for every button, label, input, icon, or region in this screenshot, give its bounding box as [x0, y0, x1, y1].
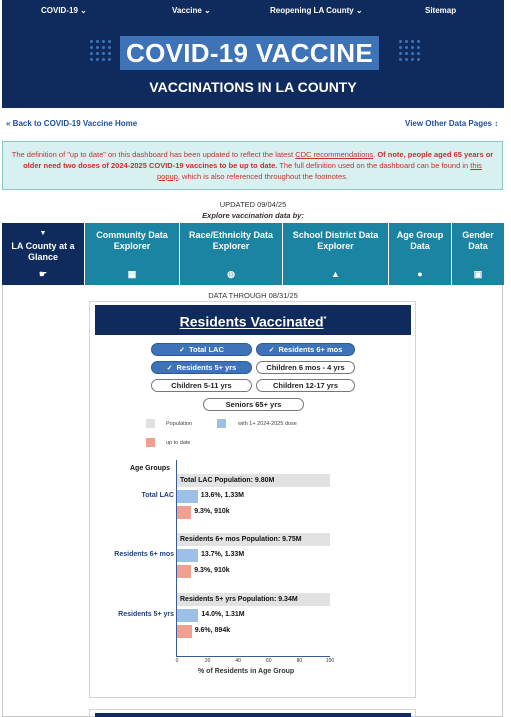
explorer-tabs: [2, 223, 504, 285]
tab-age-group-data[interactable]: [389, 223, 452, 285]
nav-reopening[interactable]: Reopening LA County ⌄: [270, 6, 363, 15]
filter-label: Residents 5+ yrs: [176, 363, 237, 372]
dose-bar: [177, 490, 198, 503]
filter-label: Residents 6+ mos: [278, 345, 343, 354]
legend-swatch-up-to-date: [146, 438, 155, 447]
check-circle-icon: ✓: [166, 365, 173, 372]
notice-text: .: [373, 150, 378, 159]
y-tick-label: Total LAC: [141, 492, 174, 499]
x-tick-label: 20: [204, 658, 211, 664]
top-navigation: [2, 0, 504, 22]
tab-race-ethnicity-explorer[interactable]: [180, 223, 283, 285]
legend-swatch-population: [146, 419, 155, 428]
y-tick-label: Residents 6+ mos: [114, 551, 174, 558]
notice-text: The definition of "up to date" on this dashboard has been updated to reflect the latest: [11, 150, 296, 159]
id-badge-icon: ▣: [473, 269, 483, 279]
population-bar: Residents 5+ yrs Population: 9.34M: [177, 593, 330, 606]
x-axis-title: % of Residents in Age Group: [198, 668, 295, 675]
other-data-pages-link[interactable]: View Other Data Pages ↕: [405, 119, 499, 128]
hero-banner: [2, 22, 504, 108]
filter-label: Seniors 65+ yrs: [225, 400, 282, 409]
cdc-recommendations-link[interactable]: CDC recommendations: [295, 150, 374, 159]
up-to-date-bar: [177, 625, 192, 638]
nav-covid19[interactable]: COVID-19 ⌄: [41, 6, 87, 15]
notice-bold-text: Of note, people aged 65 years or older need two doses of 2024-2025 COVID-19 vaccines to be up to date.: [23, 150, 494, 170]
caret-down-icon: ▼: [39, 230, 47, 237]
bar-value-label: 9.3%, 910k: [194, 508, 230, 515]
bar-value-label: 13.7%, 1.33M: [200, 551, 245, 558]
filter-label: Children 5-11 yrs: [171, 381, 232, 390]
tab-label: Community Data Explorer: [96, 230, 168, 251]
data-through-date: DATA THROUGH 08/31/25: [208, 291, 298, 300]
bar-value-label: 13.6%, 1.33M: [200, 492, 244, 499]
legend-up-to-date: up to date: [166, 440, 191, 446]
nav-sitemap[interactable]: Sitemap: [425, 6, 457, 15]
definition-notice: [2, 141, 503, 190]
explore-label: Explore vaccination data by:: [202, 211, 304, 220]
filter-seniors-65[interactable]: [203, 398, 304, 411]
x-tick-label: 60: [266, 658, 272, 664]
filter-children-5-11[interactable]: [151, 379, 252, 392]
tab-label: School District Data Explorer: [292, 230, 379, 251]
tab-gender-data[interactable]: [452, 223, 504, 285]
dose-bar: [177, 549, 198, 562]
tab-label: Race/Ethnicity Data Explorer: [188, 230, 274, 251]
bar-value-label: 9.6%, 894k: [194, 627, 231, 634]
up-to-date-bar: [177, 565, 191, 578]
tab-label: Gender Data: [462, 230, 494, 251]
check-circle-icon: ✓: [179, 347, 185, 354]
x-axis-line: [176, 656, 330, 657]
filter-label: Total LAC: [189, 345, 224, 354]
graduation-cap-icon: ▲: [331, 269, 340, 279]
population-bar: Total LAC Population: 9.80M: [177, 474, 330, 487]
x-tick-label: 80: [296, 658, 303, 664]
popup-link[interactable]: this popup: [157, 161, 482, 181]
users-icon: ●: [417, 269, 423, 279]
bar-value-label: 9.3%, 910k: [194, 567, 230, 574]
filter-children-6mos-4yrs[interactable]: [256, 361, 355, 374]
back-to-vaccine-home-link[interactable]: « Back to COVID-19 Vaccine Home: [6, 119, 138, 128]
residents-vaccinated-card: [89, 301, 416, 698]
page-title: COVID-19 VACCINE: [120, 36, 379, 70]
next-card-header: [95, 713, 411, 717]
legend-dose: with 1+ 2024-2025 dose: [238, 421, 297, 427]
notice-text: The full definition used on the dashboard can be found in: [277, 161, 471, 170]
globe-icon: ◍: [227, 269, 235, 279]
filter-children-12-17[interactable]: [256, 379, 355, 392]
tab-label: LA County at a Glance: [11, 241, 75, 262]
up-to-date-bar: [177, 506, 191, 519]
check-circle-icon: ✓: [268, 347, 275, 354]
x-tick-label: 0: [175, 658, 179, 664]
bar-value-label: 14.0%, 1.31M: [201, 611, 245, 618]
nav-vaccine[interactable]: Vaccine ⌄: [172, 6, 211, 15]
card-title-text: Residents Vaccinated: [179, 313, 324, 330]
population-bar: Residents 6+ mos Population: 9.75M: [177, 533, 330, 546]
dose-bar: [177, 609, 198, 622]
footnote-marker: *: [323, 316, 327, 323]
tab-community-data-explorer[interactable]: [85, 223, 180, 285]
notice-text: , which is also referenced throughout the footnotes.: [177, 172, 348, 181]
decorative-dots-right: [399, 40, 420, 61]
legend-population: Population: [166, 421, 192, 427]
x-tick-label: 40: [235, 658, 241, 664]
y-tick-label: Residents 5+ yrs: [118, 611, 174, 618]
tab-la-county-glance[interactable]: [2, 223, 85, 285]
updated-date: UPDATED 09/04/25: [219, 200, 287, 209]
legend-swatch-dose: [217, 419, 226, 428]
filter-residents-5yrs[interactable]: [151, 361, 252, 374]
hand-pointer-icon: ☛: [38, 269, 48, 279]
page-subtitle: VACCINATIONS IN LA COUNTY: [149, 79, 357, 95]
filter-label: Children 6 mos - 4 yrs: [266, 363, 345, 372]
decorative-dots-left: [90, 40, 111, 61]
filter-total-lac[interactable]: [151, 343, 252, 356]
y-axis-title: Age Groups: [130, 465, 171, 472]
tab-school-district-explorer[interactable]: [283, 223, 389, 285]
x-tick-label: 100: [325, 658, 335, 664]
tab-label: Age Group Data: [396, 230, 444, 251]
filter-label: Children 12-17 yrs: [272, 381, 339, 390]
card-title: [95, 305, 411, 335]
buildings-icon: ▦: [127, 269, 137, 279]
filter-residents-6mos[interactable]: [256, 343, 355, 356]
